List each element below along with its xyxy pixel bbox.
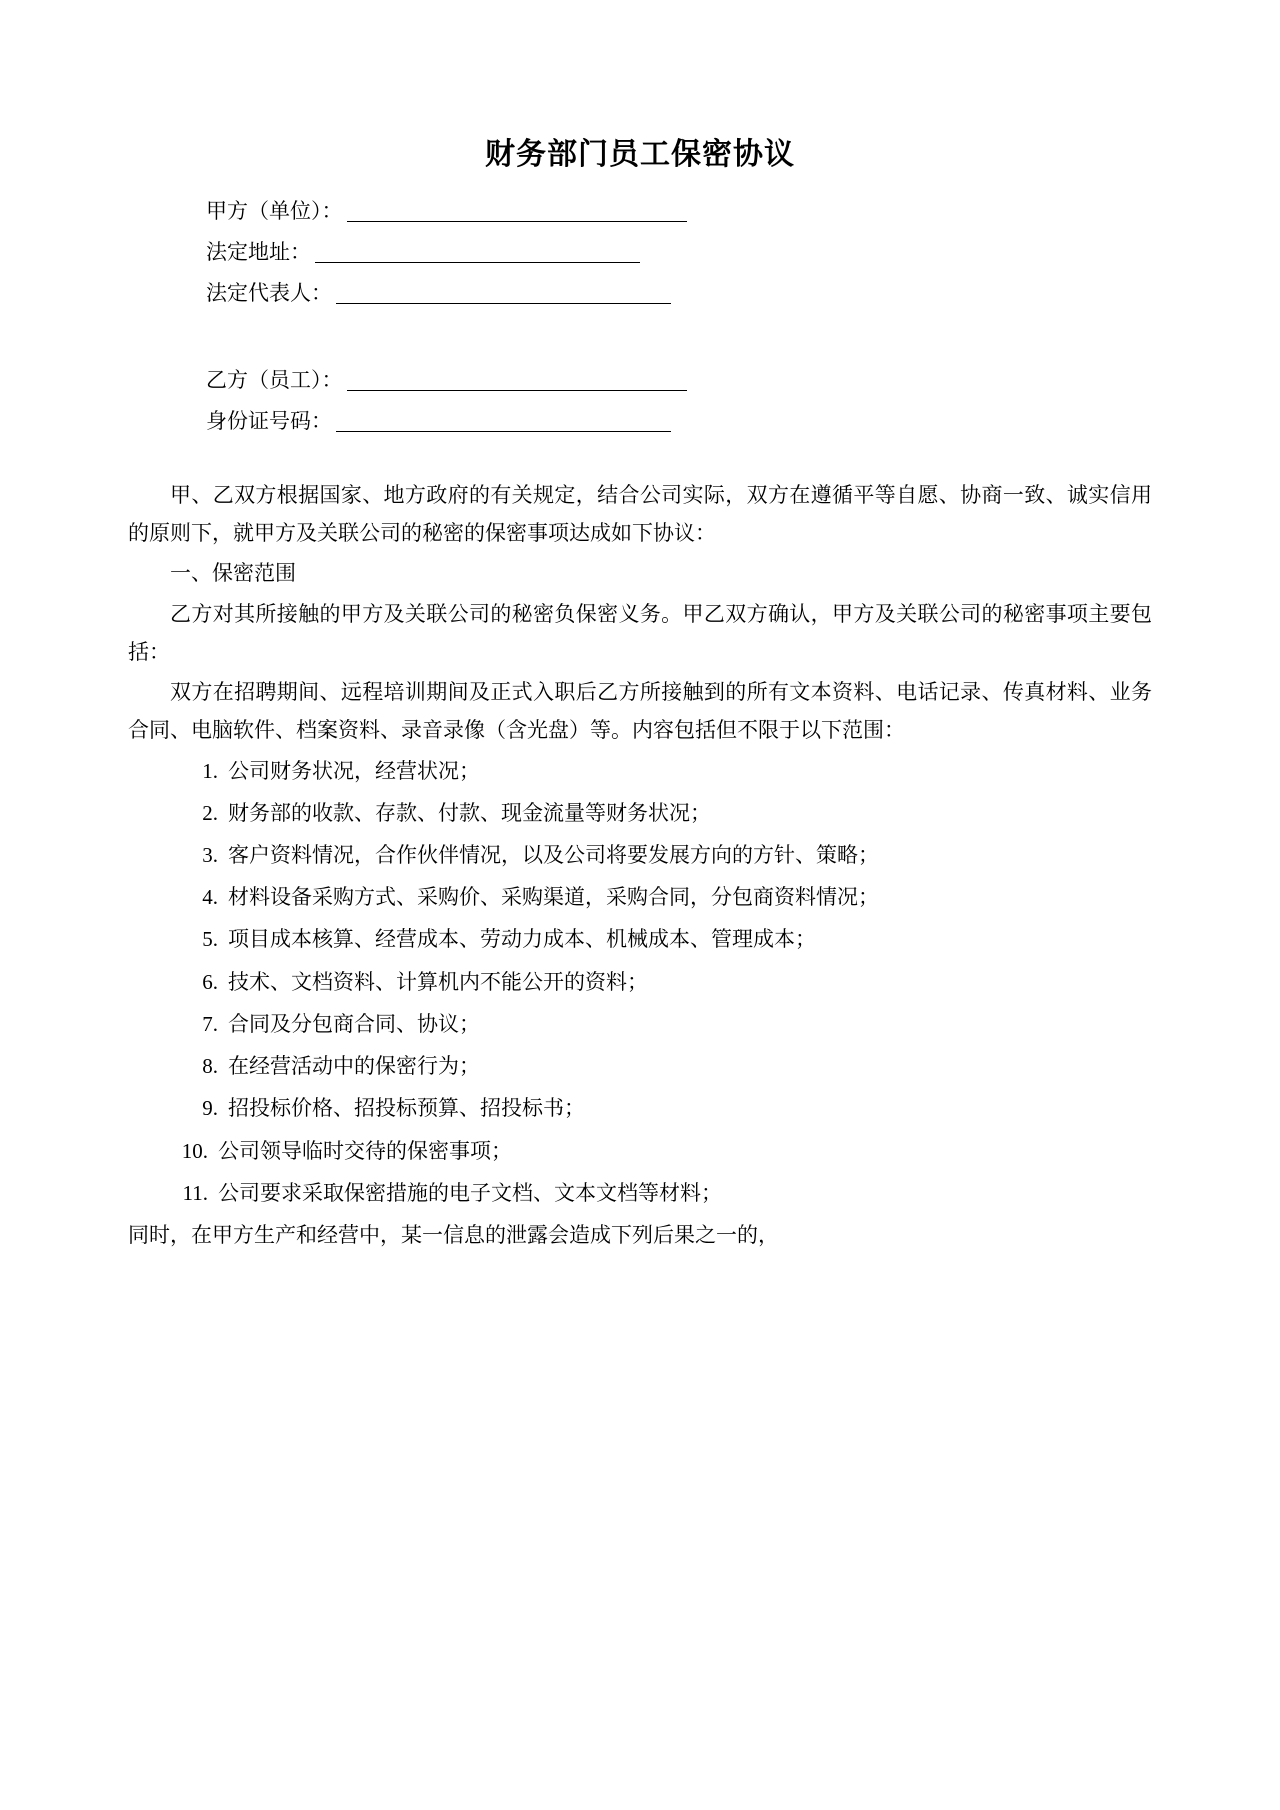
party-section-spacer xyxy=(128,324,1152,370)
list-item-number: 9. xyxy=(202,1096,218,1121)
list-item xyxy=(128,878,1152,916)
field-row-party-a-unit xyxy=(128,201,1152,222)
list-item xyxy=(128,1174,1152,1212)
field-row-party-b-employee xyxy=(128,370,1152,391)
list-item-text: 客户资料情况，合作伙伴情况，以及公司将要发展方向的方针、策略； xyxy=(228,842,879,867)
party-fields-block xyxy=(128,201,1152,432)
list-item-text: 技术、文档资料、计算机内不能公开的资料； xyxy=(228,969,648,994)
list-item-text: 财务部的收款、存款、付款、现金流量等财务状况； xyxy=(228,800,711,825)
list-item xyxy=(128,920,1152,958)
party-b-employee-label: 乙方（员工）： xyxy=(206,368,343,392)
list-item-text: 在经营活动中的保密行为； xyxy=(228,1054,480,1079)
list-item xyxy=(128,1132,1152,1170)
list-item xyxy=(128,794,1152,832)
party-a-unit-input-rule[interactable] xyxy=(347,204,687,222)
section-one-paragraph-2: 双方在招聘期间、远程培训期间及正式入职后乙方所接触到的所有文本资料、电话记录、传真材料、业务合同、电脑软件、档案资料、录音录像（含光盘）等。内容包括但不限于以下范围： xyxy=(128,680,1152,743)
confidential-scope-list xyxy=(128,752,1152,1212)
list-item xyxy=(128,963,1152,1001)
list-item-text: 公司要求采取保密措施的电子文档、文本文档等材料； xyxy=(218,1180,722,1205)
list-item xyxy=(128,1005,1152,1043)
list-item xyxy=(128,1089,1152,1127)
list-item-number: 1. xyxy=(202,758,218,783)
field-row-party-a-address xyxy=(128,242,1152,263)
field-row-party-a-representative xyxy=(128,283,1152,304)
list-item-number: 3. xyxy=(202,842,218,867)
list-item-number: 11. xyxy=(182,1180,208,1205)
list-item-text: 公司领导临时交待的保密事项； xyxy=(218,1138,512,1163)
list-item-number: 10. xyxy=(181,1138,208,1163)
list-item-number: 4. xyxy=(202,885,218,910)
closing-paragraph: 同时，在甲方生产和经营中，某一信息的泄露会造成下列后果之一的， xyxy=(128,1222,779,1247)
document-content xyxy=(128,0,1152,1254)
list-item-text: 合同及分包商合同、协议； xyxy=(228,1011,480,1036)
party-b-id-number-input-rule[interactable] xyxy=(336,414,671,432)
list-item-text: 材料设备采购方式、采购价、采购渠道，采购合同，分包商资料情况； xyxy=(228,885,879,910)
field-row-party-b-id-number xyxy=(128,411,1152,432)
section-one-heading: 一、保密范围 xyxy=(170,561,296,586)
party-a-address-label: 法定地址： xyxy=(206,240,311,264)
party-b-employee-input-rule[interactable] xyxy=(347,373,687,391)
list-item xyxy=(128,752,1152,790)
list-item-number: 8. xyxy=(202,1054,218,1079)
section-one-paragraph-1: 乙方对其所接触的甲方及关联公司的秘密负保密义务。甲乙双方确认，甲方及关联公司的秘密事项主要包括： xyxy=(128,601,1152,664)
party-a-representative-label: 法定代表人： xyxy=(206,281,332,305)
list-item-number: 7. xyxy=(202,1011,218,1036)
list-item-text: 招投标价格、招投标预算、招投标书； xyxy=(228,1096,585,1121)
preamble-paragraph: 甲、乙双方根据国家、地方政府的有关规定，结合公司实际，双方在遵循平等自愿、协商一致、诚实信用的原则下，就甲方及关联公司的秘密的保密事项达成如下协议： xyxy=(128,483,1152,546)
list-item-text: 公司财务状况，经营状况； xyxy=(228,758,480,783)
list-item xyxy=(128,836,1152,874)
list-item-text: 项目成本核算、经营成本、劳动力成本、机械成本、管理成本； xyxy=(228,927,816,952)
party-b-id-number-label: 身份证号码： xyxy=(206,409,332,433)
list-item-number: 5. xyxy=(202,927,218,952)
agreement-body xyxy=(128,476,1152,1254)
list-item xyxy=(128,1047,1152,1085)
list-item-number: 6. xyxy=(202,969,218,994)
party-a-representative-input-rule[interactable] xyxy=(336,286,671,304)
party-a-address-input-rule[interactable] xyxy=(315,245,640,263)
page-title: 财务部门员工保密协议 xyxy=(485,138,795,171)
party-a-unit-label: 甲方（单位）： xyxy=(206,199,343,223)
list-item-number: 2. xyxy=(202,800,218,825)
